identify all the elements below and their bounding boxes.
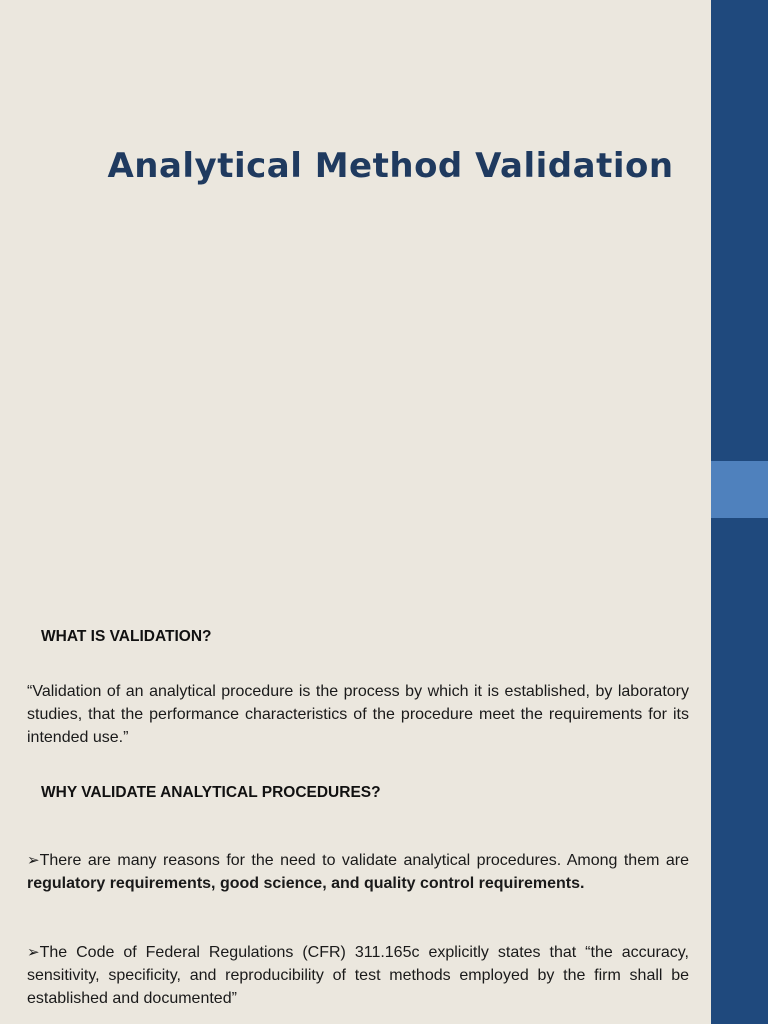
bullet-cfr [27,941,689,1010]
validation-definition-quote: “Validation of an analytical procedure is the process by which it is established, by laboratory studies, that the performance characteristics of the procedure meet the requirements for its intended use.” [27,683,689,746]
bullet-reasons [27,849,689,895]
bullet-reasons-bold: regulatory requirements, good science, and quality control requirements. [27,875,585,892]
what-is-validation-heading: WHAT IS VALIDATION? [41,628,212,645]
arrow-bullet-icon: ➢ [27,852,40,869]
sidebar-accent-block [711,461,768,518]
bullet-reasons-text: There are many reasons for the need to validate analytical procedures. Among them are [39,852,689,869]
right-sidebar-bar [711,0,768,1024]
arrow-bullet-icon: ➢ [27,944,40,961]
why-validate-heading: WHY VALIDATE ANALYTICAL PROCEDURES? [41,784,381,801]
slide-title: Analytical Method Validation [107,146,674,186]
bullet-cfr-text: The Code of Federal Regulations (CFR) 311.165c explicitly states that “the accuracy, sensitivity, specificity, and reproducibility of test methods employed by the firm shall be established and documented” [27,944,689,1007]
